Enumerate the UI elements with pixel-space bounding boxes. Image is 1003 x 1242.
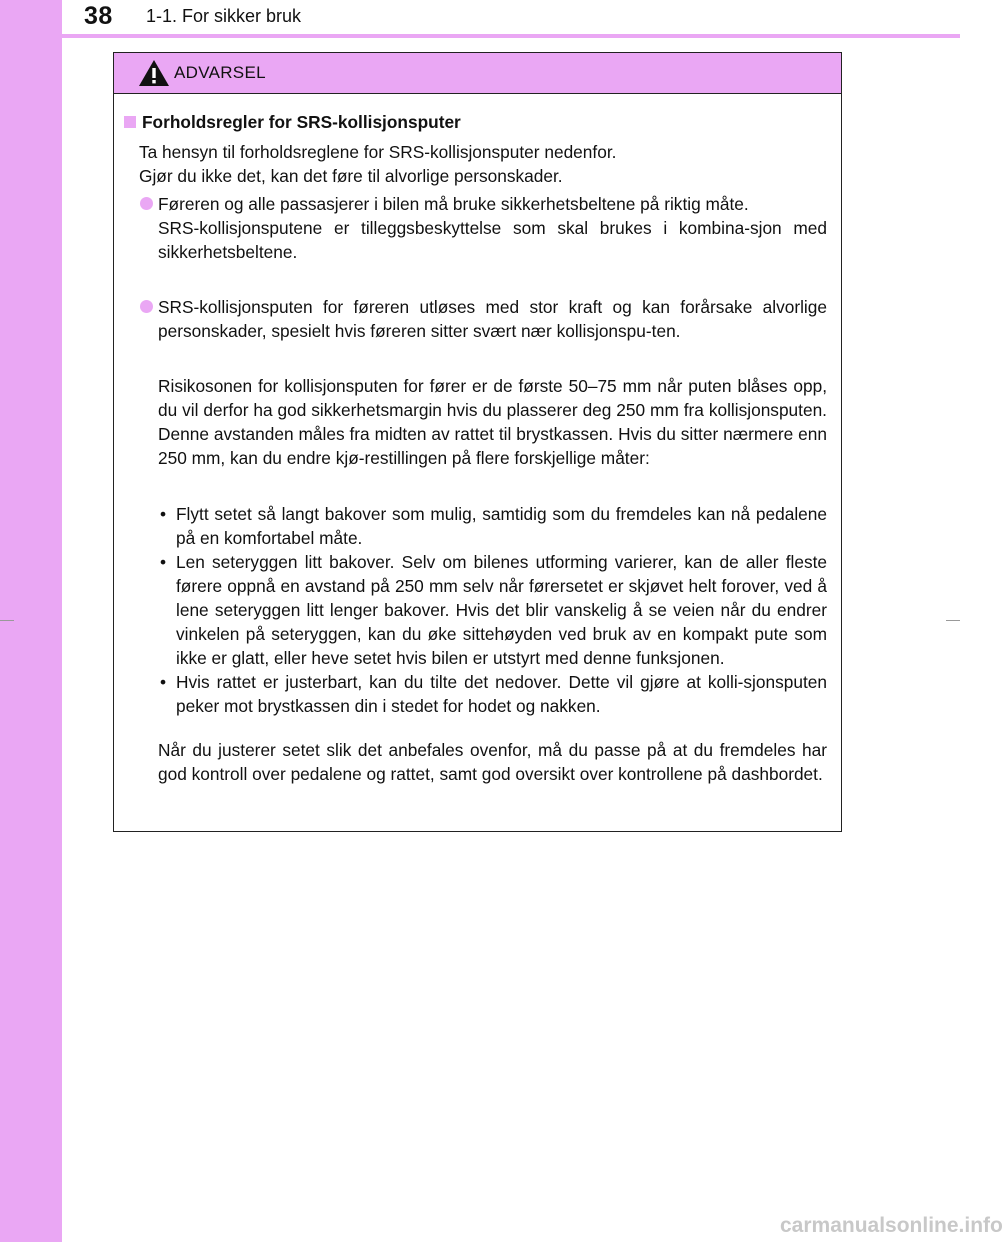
warning-body [114,93,841,831]
circle-bullet-icon [140,197,153,210]
crop-mark-right [946,620,960,621]
watermark: carmanualsonline.info [780,1214,1003,1237]
list-item-text: SRS-kollisjonsputene er tilleggsbeskyttelse som skal brukes i kombina-sjon med sikkerhetsbeltene. [158,218,827,262]
intro-line: Ta hensyn til forholdsreglene for SRS-kollisjonsputer nedenfor. [139,142,617,162]
warning-title: ADVARSEL [174,63,266,82]
dot-bullet-icon: • [160,672,167,692]
circle-bullet-icon [140,300,153,313]
list-item-seatbelts [140,192,827,264]
intro-line: Gjør du ikke det, kan det føre til alvorlige personskader. [139,166,563,186]
warning-header [114,53,841,94]
section-title: 1-1. For sikker bruk [146,6,302,26]
list-item-text: Hvis rattet er justerbart, kan du tilte det nedover. Dette vil gjøre at kolli-sjonsputen peker mot brystkassen din i stedet for hodet og nakken. [176,672,827,716]
warning-heading [124,110,461,134]
list-item-driver-airbag [140,295,827,343]
list-item [158,502,827,550]
header-rule [0,34,960,38]
list-item-text: Føreren og alle passasjerer i bilen må bruke sikkerhetsbeltene på riktig måte. [158,194,749,214]
warning-heading-text: Forholdsregler for SRS-kollisjonsputer [142,112,461,132]
adjustment-list [158,502,827,718]
warning-box [113,52,842,832]
square-bullet-icon [124,116,136,128]
page-number: 38 [84,2,113,30]
risk-paragraph: Risikosonen for kollisjonsputen for fører er de første 50–75 mm når puten blåses opp, du vil derfor ha god sikkerhetsmargin hvis du plasserer deg 250 mm fra kollisjonsputen. Denne avstanden måles fra midten av rattet til brystkassen. Hvis du sitter nærmere enn 250 mm, kan du endre kjø-restillingen på flere forskjellige måter: [158,376,827,468]
crop-mark-left [0,620,14,621]
dot-bullet-icon: • [160,504,167,524]
list-item-text: Len seteryggen litt bakover. Selv om bilenes utforming varierer, kan de aller fleste førere oppnå en avstand på 250 mm selv når førersetet er skjøvet helt forover, ved å lene seteryggen litt lenger bakover. Hvis det blir vanskelig å se veien når du endrer vinkelen på seteryggen, kan du øke sittehøyden ved bruk av en kompakt pute som ikke er glatt, eller heve setet hvis bilen er utstyrt med denne funksjonen. [176,552,827,668]
list-item-text: Flytt setet så langt bakover som mulig, samtidig som du fremdeles kan nå pedalene på en komfortabel måte. [176,504,827,548]
closing-paragraph: Når du justerer setet slik det anbefales ovenfor, må du passe på at du fremdeles har god kontroll over pedalene og rattet, samt god oversikt over kontrollene på dashbordet. [158,740,827,784]
list-item [158,550,827,670]
list-item [158,670,827,718]
page-sidebar [0,0,62,1242]
warning-intro [139,140,827,188]
list-item-text: SRS-kollisjonsputen for føreren utløses med stor kraft og kan forårsake alvorlige personskader, spesielt hvis føreren sitter svært nær kollisjonspu-ten. [158,297,827,341]
warning-triangle-icon [138,59,170,87]
dot-bullet-icon: • [160,552,167,572]
